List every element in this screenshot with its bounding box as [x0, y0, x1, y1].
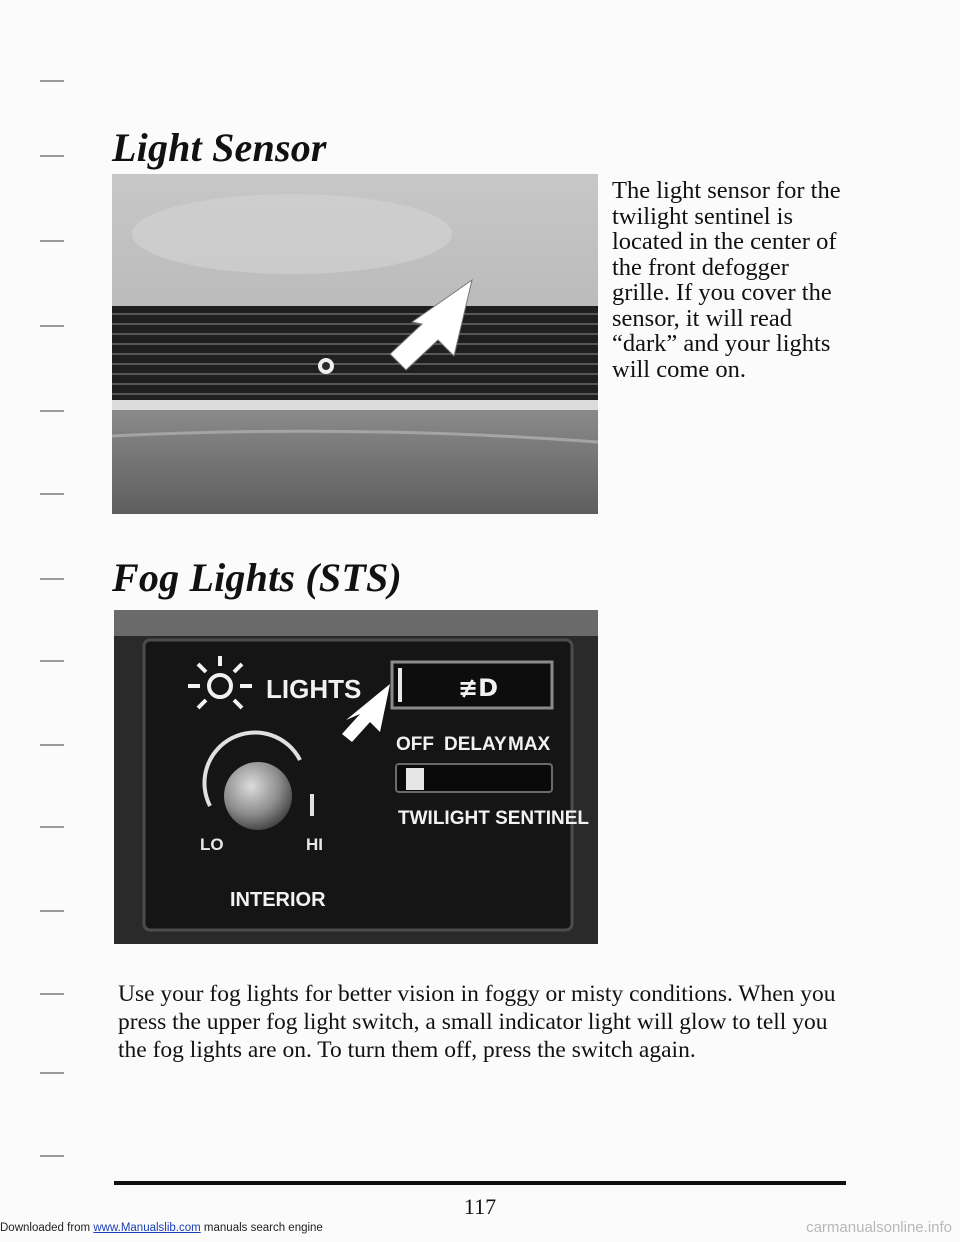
margin-tick [40, 1155, 64, 1157]
margin-tick [40, 80, 64, 82]
light-sensor-illustration [112, 174, 598, 514]
margin-tick [40, 578, 64, 580]
margin-tick [40, 240, 64, 242]
footer-suffix: manuals search engine [203, 1222, 323, 1234]
watermark: carmanualsonline.info [806, 1219, 952, 1236]
margin-tick [40, 744, 64, 746]
delay-label: DELAY [444, 734, 507, 755]
light-sensor-heading: Light Sensor [112, 125, 327, 170]
download-footer [0, 1222, 323, 1234]
hi-label: HI [306, 835, 323, 854]
footer-rule [114, 1181, 846, 1185]
fog-lights-paragraph: Use your fog lights for better vision in foggy or misty conditions. When you press the upper fog light switch, a small indicator light will glow to tell you the fog lights are on. To turn them off, press the switch again. [118, 981, 836, 1063]
light-sensor-paragraph: The light sensor for the twilight sentinel is located in the center of the front defogger grille. If you cover the sensor, it will read “dark” and your lights will come on. [612, 177, 841, 383]
headlamp-panel-illustration [114, 610, 598, 944]
page-number: 117 [463, 1194, 497, 1219]
interior-label: INTERIOR [230, 889, 326, 911]
margin-tick [40, 325, 64, 327]
margin-tick [40, 660, 64, 662]
twilight-sentinel-slider-handle[interactable] [406, 768, 424, 790]
margin-tick [40, 910, 64, 912]
twilight-sentinel-label: TWILIGHT SENTINEL [398, 808, 590, 829]
margin-tick [40, 155, 64, 157]
fog-lights-heading: Fog Lights (STS) [112, 555, 402, 600]
max-label: MAX [508, 734, 551, 755]
fog-lights-photo [114, 610, 598, 944]
margin-tick [40, 410, 64, 412]
interior-dimmer-knob[interactable] [224, 762, 292, 830]
off-label: OFF [396, 734, 434, 755]
fog-light-symbol: ≢D [458, 674, 499, 702]
margin-tick [40, 993, 64, 995]
margin-tick [40, 493, 64, 495]
lights-label: LIGHTS [266, 674, 362, 704]
footer-prefix: Downloaded from [0, 1222, 91, 1234]
lo-label: LO [200, 835, 224, 854]
light-sensor-photo [112, 174, 598, 514]
manualslib-link[interactable]: www.Manualslib.com [93, 1222, 201, 1234]
margin-tick [40, 826, 64, 828]
margin-tick [40, 1072, 64, 1074]
